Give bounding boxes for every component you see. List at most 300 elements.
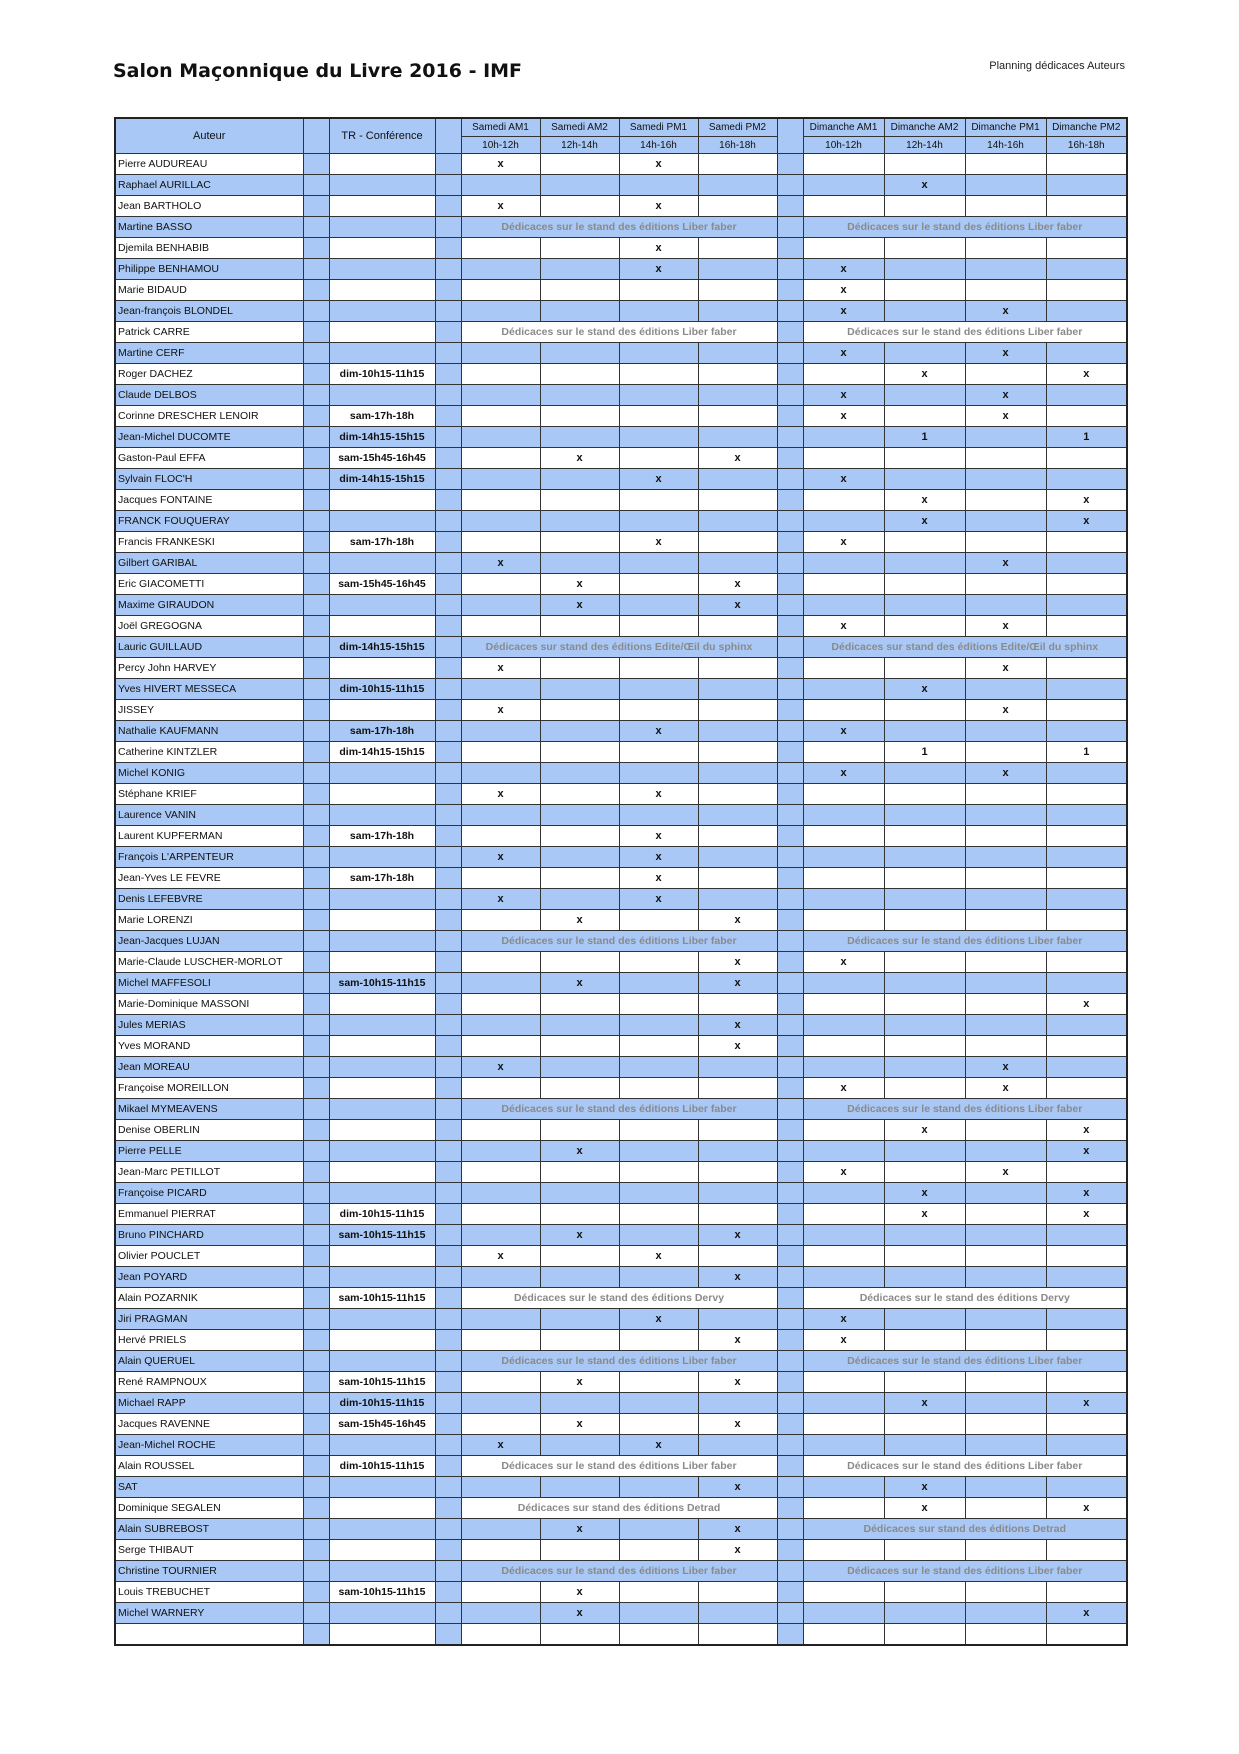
author-name: Michel MAFFESOLI — [115, 973, 303, 994]
sunday-slot — [803, 1057, 884, 1078]
sunday-slot — [965, 1540, 1046, 1561]
conference-time — [329, 1141, 435, 1162]
author-name: Jules MERIAS — [115, 1015, 303, 1036]
separator-cell — [435, 826, 461, 847]
saturday-slot — [540, 427, 619, 448]
separator-cell — [435, 973, 461, 994]
separator-cell — [777, 1456, 803, 1477]
separator-cell — [435, 721, 461, 742]
sunday-slot — [884, 238, 965, 259]
slot-time: 16h-18h — [698, 137, 777, 154]
separator-cell — [777, 1183, 803, 1204]
sunday-slot — [965, 721, 1046, 742]
sunday-slot — [1046, 721, 1127, 742]
sunday-slot: x — [965, 343, 1046, 364]
table-row — [115, 154, 1127, 175]
saturday-slot: x — [698, 952, 777, 973]
saturday-slot — [619, 910, 698, 931]
saturday-slot: x — [698, 1372, 777, 1393]
saturday-slot — [540, 763, 619, 784]
conference-time — [329, 658, 435, 679]
separator-cell — [435, 1057, 461, 1078]
separator-cell — [435, 1162, 461, 1183]
sunday-slot — [1046, 1582, 1127, 1603]
conference-time — [329, 217, 435, 238]
table-row — [115, 721, 1127, 742]
saturday-slot — [698, 826, 777, 847]
table-row — [115, 952, 1127, 973]
sunday-slot — [1046, 154, 1127, 175]
saturday-slot: x — [698, 1540, 777, 1561]
separator-cell — [777, 805, 803, 826]
conference-time: sam-17h-18h — [329, 826, 435, 847]
saturday-slot: x — [698, 595, 777, 616]
saturday-slot — [698, 238, 777, 259]
saturday-slot — [619, 1120, 698, 1141]
separator-cell — [303, 721, 329, 742]
author-name: Marie-Claude LUSCHER-MORLOT — [115, 952, 303, 973]
saturday-slot — [461, 532, 540, 553]
separator-cell — [435, 1498, 461, 1519]
table-row — [115, 469, 1127, 490]
separator-col — [777, 118, 803, 154]
table-row — [115, 1456, 1127, 1477]
separator-cell — [777, 1141, 803, 1162]
sunday-slot: x — [965, 301, 1046, 322]
saturday-slot: x — [698, 1267, 777, 1288]
schedule-table — [114, 117, 1128, 1646]
separator-cell — [303, 868, 329, 889]
table-row — [115, 1540, 1127, 1561]
saturday-slot — [698, 679, 777, 700]
conference-time — [329, 301, 435, 322]
separator-cell — [303, 931, 329, 952]
saturday-slot — [540, 868, 619, 889]
conference-header: TR - Conférence — [329, 118, 435, 154]
sunday-slot — [965, 1225, 1046, 1246]
saturday-slot — [461, 1330, 540, 1351]
separator-cell — [303, 322, 329, 343]
sunday-slot: x — [884, 1120, 965, 1141]
sunday-slot — [803, 574, 884, 595]
sunday-slot — [1046, 847, 1127, 868]
table-row — [115, 1183, 1127, 1204]
sunday-slot — [1046, 238, 1127, 259]
saturday-slot: x — [698, 1519, 777, 1540]
separator-cell — [777, 1498, 803, 1519]
saturday-slot — [698, 259, 777, 280]
table-row — [115, 364, 1127, 385]
saturday-slot: x — [540, 1582, 619, 1603]
sunday-slot — [965, 973, 1046, 994]
conference-time — [329, 1015, 435, 1036]
saturday-slot — [540, 616, 619, 637]
sunday-slot — [965, 1204, 1046, 1225]
sunday-slot: x — [884, 511, 965, 532]
separator-cell — [435, 1540, 461, 1561]
sunday-slot: x — [1046, 1141, 1127, 1162]
saturday-slot — [698, 1435, 777, 1456]
separator-cell — [777, 301, 803, 322]
saturday-slot: x — [698, 1015, 777, 1036]
saturday-slot — [461, 1183, 540, 1204]
table-row — [115, 1246, 1127, 1267]
sunday-slot — [884, 280, 965, 301]
sunday-slot — [965, 1477, 1046, 1498]
separator-cell — [435, 1225, 461, 1246]
author-name: Yves MORAND — [115, 1036, 303, 1057]
sunday-slot — [884, 721, 965, 742]
saturday-slot — [540, 364, 619, 385]
saturday-slot — [698, 1603, 777, 1624]
table-row — [115, 1141, 1127, 1162]
saturday-slot — [461, 1603, 540, 1624]
saturday-slot — [461, 826, 540, 847]
sunday-slot — [1046, 406, 1127, 427]
sunday-slot — [965, 196, 1046, 217]
sunday-slot — [803, 427, 884, 448]
author-name: Stéphane KRIEF — [115, 784, 303, 805]
sunday-slot — [803, 1582, 884, 1603]
saturday-slot — [698, 553, 777, 574]
saturday-slot — [461, 1162, 540, 1183]
sunday-slot — [803, 553, 884, 574]
saturday-slot — [698, 280, 777, 301]
slot-header: Dimanche AM2 — [884, 118, 965, 137]
table-row — [115, 1309, 1127, 1330]
table-row — [115, 784, 1127, 805]
saturday-slot — [540, 805, 619, 826]
saturday-slot — [540, 1183, 619, 1204]
table-row — [115, 574, 1127, 595]
separator-cell — [303, 175, 329, 196]
separator-cell — [303, 1435, 329, 1456]
separator-cell — [303, 1057, 329, 1078]
table-row — [115, 385, 1127, 406]
separator-cell — [435, 1624, 461, 1646]
sunday-slot — [1046, 889, 1127, 910]
separator-cell — [777, 658, 803, 679]
sunday-slot — [803, 196, 884, 217]
separator-cell — [303, 1036, 329, 1057]
table-row — [115, 301, 1127, 322]
saturday-slot — [698, 700, 777, 721]
separator-cell — [303, 469, 329, 490]
separator-cell — [303, 1603, 329, 1624]
saturday-slot — [461, 1267, 540, 1288]
saturday-slot — [461, 343, 540, 364]
sunday-slot — [1046, 1225, 1127, 1246]
saturday-slot — [540, 469, 619, 490]
sunday-slot — [965, 1624, 1046, 1646]
conference-time — [329, 385, 435, 406]
sunday-slot — [803, 595, 884, 616]
separator-cell — [303, 763, 329, 784]
slot-time: 12h-14h — [884, 137, 965, 154]
separator-cell — [303, 1519, 329, 1540]
saturday-slot — [461, 742, 540, 763]
sunday-slot — [803, 679, 884, 700]
table-row — [115, 322, 1127, 343]
saturday-slot — [540, 280, 619, 301]
sunday-slot: x — [803, 343, 884, 364]
sunday-slot — [803, 1624, 884, 1646]
separator-cell — [777, 1162, 803, 1183]
separator-cell — [303, 1225, 329, 1246]
sunday-slot — [803, 1435, 884, 1456]
author-name: Michael RAPP — [115, 1393, 303, 1414]
author-name: FRANCK FOUQUERAY — [115, 511, 303, 532]
saturday-slot: x — [619, 889, 698, 910]
saturday-slot: x — [698, 1330, 777, 1351]
saturday-slot — [698, 1582, 777, 1603]
separator-cell — [435, 763, 461, 784]
sunday-slot — [965, 1141, 1046, 1162]
separator-cell — [777, 1225, 803, 1246]
saturday-slot — [461, 1141, 540, 1162]
separator-cell — [303, 238, 329, 259]
separator-cell — [435, 553, 461, 574]
separator-cell — [303, 301, 329, 322]
saturday-slot: x — [540, 448, 619, 469]
saturday-slot — [461, 1078, 540, 1099]
saturday-slot — [540, 1057, 619, 1078]
saturday-slot — [619, 1393, 698, 1414]
separator-cell — [777, 931, 803, 952]
table-row — [115, 931, 1127, 952]
conference-time — [329, 805, 435, 826]
author-name: Bruno PINCHARD — [115, 1225, 303, 1246]
separator-cell — [303, 952, 329, 973]
author-name: Pierre PELLE — [115, 1141, 303, 1162]
conference-time — [329, 1435, 435, 1456]
separator-cell — [435, 427, 461, 448]
author-name: Raphael AURILLAC — [115, 175, 303, 196]
saturday-slot — [540, 1309, 619, 1330]
separator-cell — [303, 1099, 329, 1120]
sunday-slot — [803, 868, 884, 889]
separator-cell — [303, 679, 329, 700]
saturday-slot — [461, 805, 540, 826]
separator-cell — [435, 1561, 461, 1582]
slot-header: Dimanche PM2 — [1046, 118, 1127, 137]
separator-cell — [435, 343, 461, 364]
saturday-slot — [619, 700, 698, 721]
saturday-slot: x — [540, 1225, 619, 1246]
sunday-slot: x — [803, 259, 884, 280]
sunday-slot — [803, 826, 884, 847]
saturday-slot — [461, 427, 540, 448]
author-name — [115, 1624, 303, 1646]
slot-header: Samedi AM2 — [540, 118, 619, 137]
table-row — [115, 700, 1127, 721]
saturday-slot — [619, 1057, 698, 1078]
separator-cell — [777, 490, 803, 511]
separator-cell — [435, 931, 461, 952]
saturday-slot: x — [540, 1372, 619, 1393]
author-name: Lauric GUILLAUD — [115, 637, 303, 658]
saturday-slot: x — [461, 658, 540, 679]
saturday-slot — [540, 238, 619, 259]
conference-time — [329, 1498, 435, 1519]
conference-time: dim-14h15-15h15 — [329, 742, 435, 763]
table-row — [115, 847, 1127, 868]
saturday-slot: x — [619, 238, 698, 259]
conference-time — [329, 1519, 435, 1540]
conference-time — [329, 1057, 435, 1078]
saturday-slot — [540, 175, 619, 196]
separator-cell — [777, 1036, 803, 1057]
sunday-slot — [884, 196, 965, 217]
saturday-slot — [619, 1036, 698, 1057]
conference-time: sam-17h-18h — [329, 406, 435, 427]
table-row — [115, 1582, 1127, 1603]
sunday-slot — [965, 1330, 1046, 1351]
sunday-slot: x — [803, 301, 884, 322]
saturday-slot — [619, 595, 698, 616]
sunday-slot — [965, 364, 1046, 385]
separator-cell — [777, 343, 803, 364]
table-row — [115, 448, 1127, 469]
separator-cell — [303, 1141, 329, 1162]
separator-cell — [777, 1351, 803, 1372]
separator-cell — [303, 280, 329, 301]
saturday-note: Dédicaces sur le stand des éditions Liber faber — [461, 1561, 777, 1582]
table-row — [115, 1267, 1127, 1288]
conference-time — [329, 490, 435, 511]
saturday-slot — [540, 406, 619, 427]
separator-cell — [777, 511, 803, 532]
separator-cell — [777, 973, 803, 994]
sunday-slot: x — [884, 1498, 965, 1519]
sunday-slot — [965, 952, 1046, 973]
separator-cell — [303, 154, 329, 175]
separator-cell — [303, 784, 329, 805]
saturday-slot — [698, 175, 777, 196]
saturday-slot — [619, 805, 698, 826]
conference-time — [329, 343, 435, 364]
conference-time — [329, 784, 435, 805]
saturday-slot: x — [540, 1414, 619, 1435]
sunday-slot — [1046, 385, 1127, 406]
sunday-slot: x — [965, 1078, 1046, 1099]
sunday-slot — [803, 1267, 884, 1288]
table-row — [115, 1015, 1127, 1036]
separator-cell — [303, 406, 329, 427]
author-name: Alain POZARNIK — [115, 1288, 303, 1309]
sunday-slot: x — [1046, 1183, 1127, 1204]
sunday-slot — [965, 994, 1046, 1015]
sunday-slot — [803, 742, 884, 763]
saturday-slot — [619, 1477, 698, 1498]
separator-cell — [303, 1540, 329, 1561]
author-name: Marie LORENZI — [115, 910, 303, 931]
saturday-slot — [619, 511, 698, 532]
sunday-slot — [884, 301, 965, 322]
separator-cell — [303, 448, 329, 469]
slot-time: 10h-12h — [461, 137, 540, 154]
sunday-slot — [884, 868, 965, 889]
separator-cell — [435, 868, 461, 889]
sunday-slot: x — [965, 385, 1046, 406]
sunday-slot — [884, 1330, 965, 1351]
table-row — [115, 763, 1127, 784]
saturday-slot — [540, 826, 619, 847]
sunday-slot: x — [803, 763, 884, 784]
saturday-slot — [698, 1183, 777, 1204]
sunday-slot — [884, 1435, 965, 1456]
table-body — [115, 154, 1127, 1646]
saturday-slot: x — [619, 721, 698, 742]
sunday-slot — [1046, 1309, 1127, 1330]
author-name: Jacques FONTAINE — [115, 490, 303, 511]
slot-header: Samedi PM1 — [619, 118, 698, 137]
sunday-slot — [965, 238, 1046, 259]
sunday-slot — [1046, 196, 1127, 217]
conference-time: sam-15h45-16h45 — [329, 574, 435, 595]
saturday-slot — [698, 385, 777, 406]
sunday-slot — [1046, 1036, 1127, 1057]
separator-cell — [303, 1120, 329, 1141]
saturday-slot — [540, 847, 619, 868]
separator-cell — [303, 385, 329, 406]
saturday-slot — [540, 658, 619, 679]
sunday-slot — [803, 700, 884, 721]
conference-time — [329, 889, 435, 910]
separator-cell — [777, 1561, 803, 1582]
sunday-slot: x — [884, 1204, 965, 1225]
sunday-slot — [884, 616, 965, 637]
sunday-slot — [965, 1372, 1046, 1393]
saturday-slot: x — [461, 847, 540, 868]
sunday-slot — [1046, 784, 1127, 805]
saturday-slot: x — [698, 973, 777, 994]
sunday-slot — [884, 763, 965, 784]
separator-cell — [435, 1099, 461, 1120]
saturday-slot — [461, 595, 540, 616]
saturday-slot — [461, 763, 540, 784]
saturday-slot — [619, 1141, 698, 1162]
saturday-note: Dédicaces sur le stand des éditions Liber faber — [461, 322, 777, 343]
saturday-slot — [540, 1204, 619, 1225]
author-name: Laurence VANIN — [115, 805, 303, 826]
separator-cell — [435, 910, 461, 931]
separator-cell — [777, 259, 803, 280]
saturday-slot: x — [619, 868, 698, 889]
conference-time: sam-10h15-11h15 — [329, 1225, 435, 1246]
conference-time — [329, 1603, 435, 1624]
saturday-slot — [619, 427, 698, 448]
saturday-slot — [698, 1120, 777, 1141]
sunday-slot: 1 — [884, 427, 965, 448]
sunday-slot: x — [803, 469, 884, 490]
author-name: Hervé PRIELS — [115, 1330, 303, 1351]
saturday-slot — [540, 1330, 619, 1351]
sunday-slot — [803, 1183, 884, 1204]
sunday-slot: x — [1046, 994, 1127, 1015]
sunday-slot: x — [965, 616, 1046, 637]
sunday-slot: x — [884, 490, 965, 511]
separator-cell — [303, 1162, 329, 1183]
separator-cell — [303, 1204, 329, 1225]
separator-cell — [435, 784, 461, 805]
table-row — [115, 196, 1127, 217]
saturday-slot — [619, 994, 698, 1015]
author-name: Marie BIDAUD — [115, 280, 303, 301]
sunday-slot: x — [965, 1162, 1046, 1183]
conference-time — [329, 1162, 435, 1183]
saturday-slot — [461, 1540, 540, 1561]
